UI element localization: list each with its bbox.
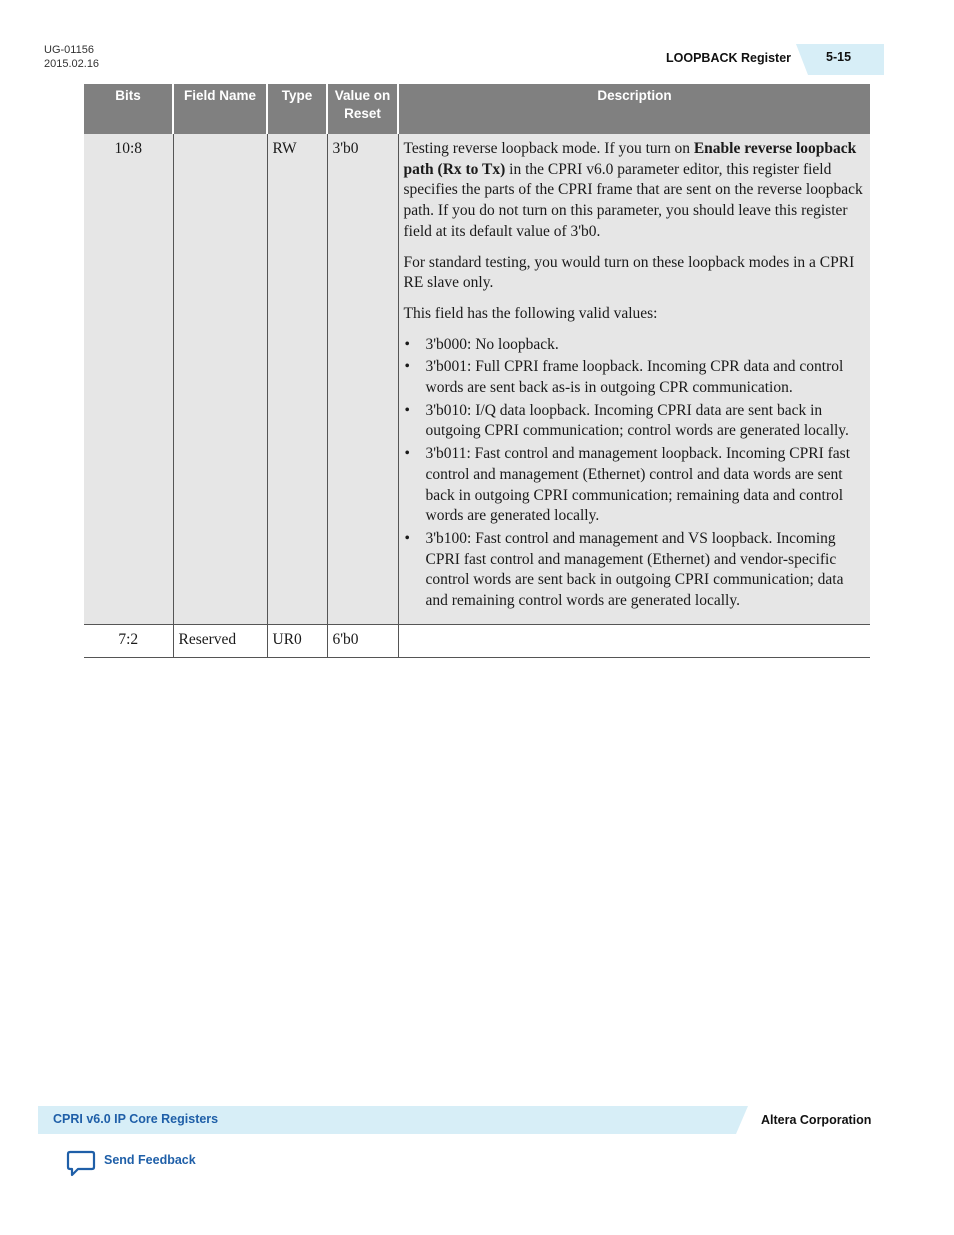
cell-field-name: Reserved xyxy=(173,624,267,658)
document-id-block xyxy=(44,43,99,71)
footer-company: Altera Corporation xyxy=(761,1113,872,1127)
document-date: 2015.02.16 xyxy=(44,58,100,70)
list-item: • 3'b001: Full CPRI frame loopback. Incoming CPR data and control words are sent back as-is in outgoing CPR communication. xyxy=(404,357,866,398)
footer-section-title: CPRI v6.0 IP Core Registers xyxy=(53,1112,219,1126)
cell-type: UR0 xyxy=(267,624,327,658)
cell-bits: 10:8 xyxy=(84,134,173,624)
description-paragraph: Testing reverse loopback mode. If you turn on Enable reverse loopback path (Rx to Tx) in the CPRI v6.0 parameter editor, this register field specifies the parts of the CPRI frame that are sent on the reverse loopback path. If you do not turn on this parameter, you should leave this register field at its default value of 3'b0. xyxy=(403,140,863,240)
cell-field-name xyxy=(173,134,267,624)
cell-type: RW xyxy=(267,134,327,624)
list-item: • 3'b000: No loopback. xyxy=(404,335,866,356)
column-header-description: Description xyxy=(398,84,870,134)
table-header-row xyxy=(84,84,870,134)
table-row xyxy=(84,134,870,624)
description-paragraph: For standard testing, you would turn on these loopback modes in a CPRI RE slave only. xyxy=(403,253,855,292)
send-feedback-link[interactable]: Send Feedback xyxy=(104,1153,196,1167)
page-number: 5-15 xyxy=(826,50,852,64)
document-number: UG-01156 xyxy=(44,44,94,56)
table-row xyxy=(84,624,870,658)
parameter-name: Enable reverse loopback path (Rx to Tx) xyxy=(403,140,857,178)
cell-description xyxy=(398,134,870,624)
list-item: • 3'b100: Fast control and management and VS loopback. Incoming CPRI fast control and management (Ethernet) and vendor-specific control words are sent back in outgoing CPRI communication; data and remaining control words are generated locally. xyxy=(404,529,866,612)
valid-values-list xyxy=(404,335,866,612)
cell-reset-value: 6'b0 xyxy=(327,624,398,658)
register-table xyxy=(84,84,870,658)
cell-description xyxy=(398,624,870,658)
list-item: • 3'b011: Fast control and management loopback. Incoming CPRI fast control and management (Ethernet) control and data words are sent back in outgoing CPRI communication; remaining data and control words are generated locally. xyxy=(404,444,866,527)
column-header-value-on-reset: Value on Reset xyxy=(327,84,398,134)
list-item: • 3'b010: I/Q data loopback. Incoming CPRI data are sent back in outgoing CPRI communication; control words are generated locally. xyxy=(404,401,866,442)
section-title: LOOPBACK Register xyxy=(666,51,792,65)
description-paragraph: This field has the following valid values: xyxy=(403,304,658,322)
cell-reset-value: 3'b0 xyxy=(327,134,398,624)
column-header-type: Type xyxy=(267,84,327,134)
column-header-bits: Bits xyxy=(84,84,173,134)
cell-bits: 7:2 xyxy=(84,624,173,658)
feedback-speech-bubble-icon[interactable] xyxy=(66,1150,96,1178)
column-header-field-name: Field Name xyxy=(173,84,267,134)
